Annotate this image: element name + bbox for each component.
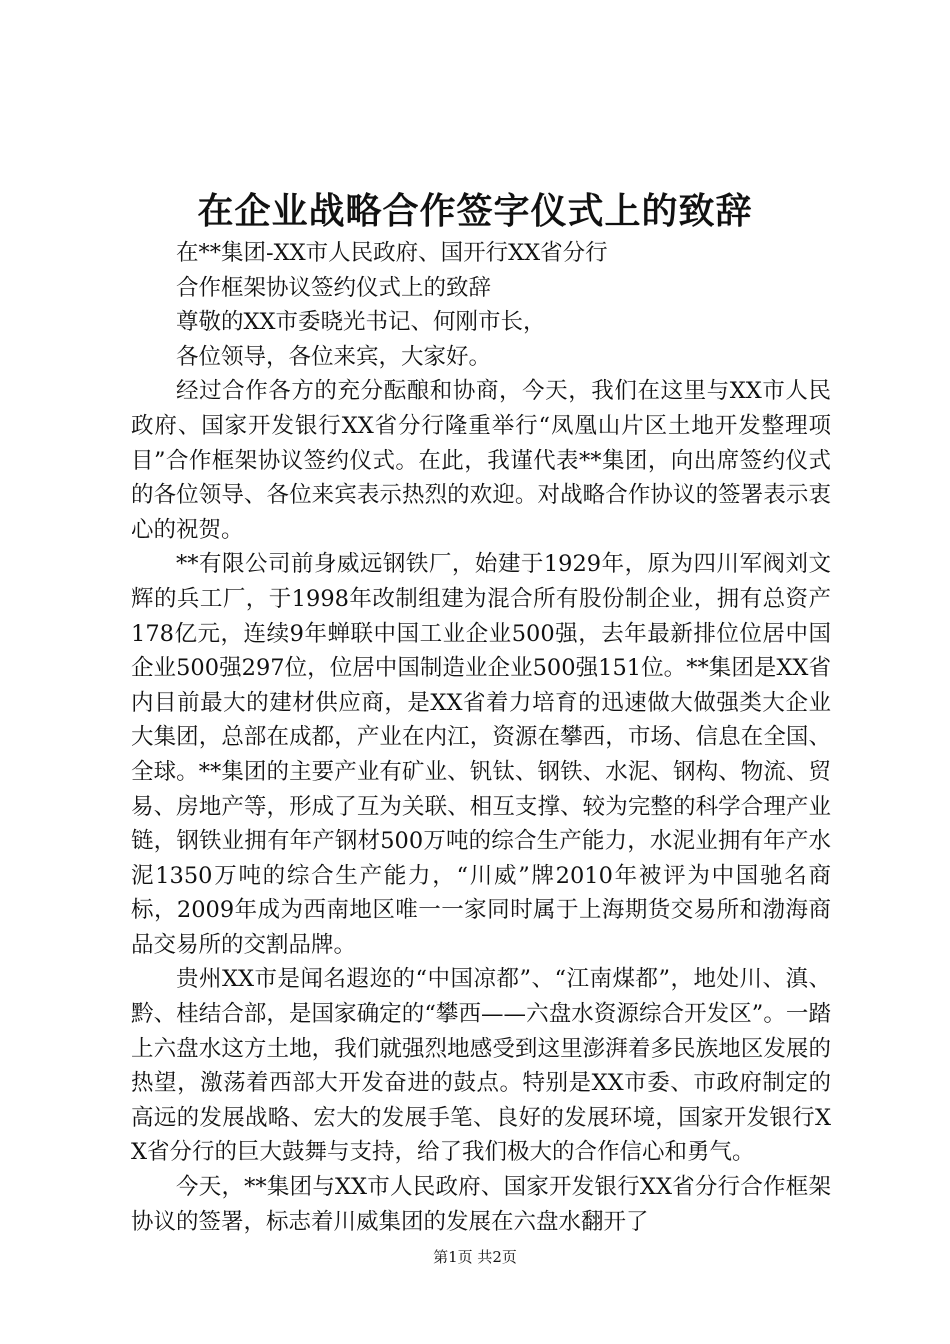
document-body bbox=[131, 236, 831, 1239]
heading-line-2: 合作框架协议签约仪式上的致辞 bbox=[176, 274, 492, 301]
paragraph-city-intro: 贵州XX市是闻名遐迩的“中国凉都”、“江南煤都”，地处川、滇、黔、桂结合部，是国家确定的“攀西——六盘水资源综合开发区”。一踏上六盘水这方土地，我们就强烈地感受到这里澎湃着多民族地区发展的热望，激荡着西部大开发奋进的鼓点。特别是XX市委、市政府制定的高远的发展战略、宏大的发展手笔、良好的发展环境，国家开发银行XX省分行的巨大鼓舞与支持，给了我们极大的合作信心和勇气。 bbox=[131, 966, 831, 1166]
salutation-line-1: 尊敬的XX市委晓光书记、何刚市长， bbox=[176, 309, 546, 336]
document-title: 在企业战略合作签字仪式上的致辞 bbox=[197, 190, 753, 232]
paragraph-company-intro: **有限公司前身威远钢铁厂，始建于1929年，原为四川军阀刘文辉的兵工厂，于1998年改制组建为混合所有股份制企业，拥有总资产178亿元，连续9年蝉联中国工业企业500强，去年最新排位位居中国企业500强297位，位居中国制造业企业500强151位。**集团是XX省内目前最大的建材供应商，是XX省着力培育的迅速做大做强类大企业大集团，总部在成都，产业在内江，资源在攀西，市场、信息在全国、全球。**集团的主要产业有矿业、钒钛、钢铁、水泥、钢构、物流、贸易、房地产等，形成了互为关联、相互支撑、较为完整的科学合理产业链，钢铁业拥有年产钢材500万吨的综合生产能力，水泥业拥有年产水泥1350万吨的综合生产能力，“川威”牌2010年被评为中国驰名商标，2009年成为西南地区唯一一家同时属于上海期货交易所和渤海商品交易所的交割品牌。 bbox=[131, 551, 831, 958]
paragraph-welcome: 经过合作各方的充分酝酿和协商，今天，我们在这里与XX市人民政府、国家开发银行XX省分行隆重举行“凤凰山片区土地开发整理项目”合作框架协议签约仪式。在此，我谨代表**集团，向出席签约仪式的各位领导、各位来宾表示热烈的欢迎。对战略合作协议的签署表示衷心的祝贺。 bbox=[131, 378, 831, 543]
heading-line-1: 在**集团-XX市人民政府、国开行XX省分行 bbox=[176, 240, 608, 266]
page-footer: 第1页 共2页 bbox=[433, 1248, 517, 1266]
paragraph-agreement: 今天，**集团与XX市人民政府、国家开发银行XX省分行合作框架协议的签署，标志着川威集团的发展在六盘水翻开了 bbox=[131, 1174, 831, 1235]
salutation-line-2: 各位领导，各位来宾，大家好。 bbox=[176, 343, 492, 370]
